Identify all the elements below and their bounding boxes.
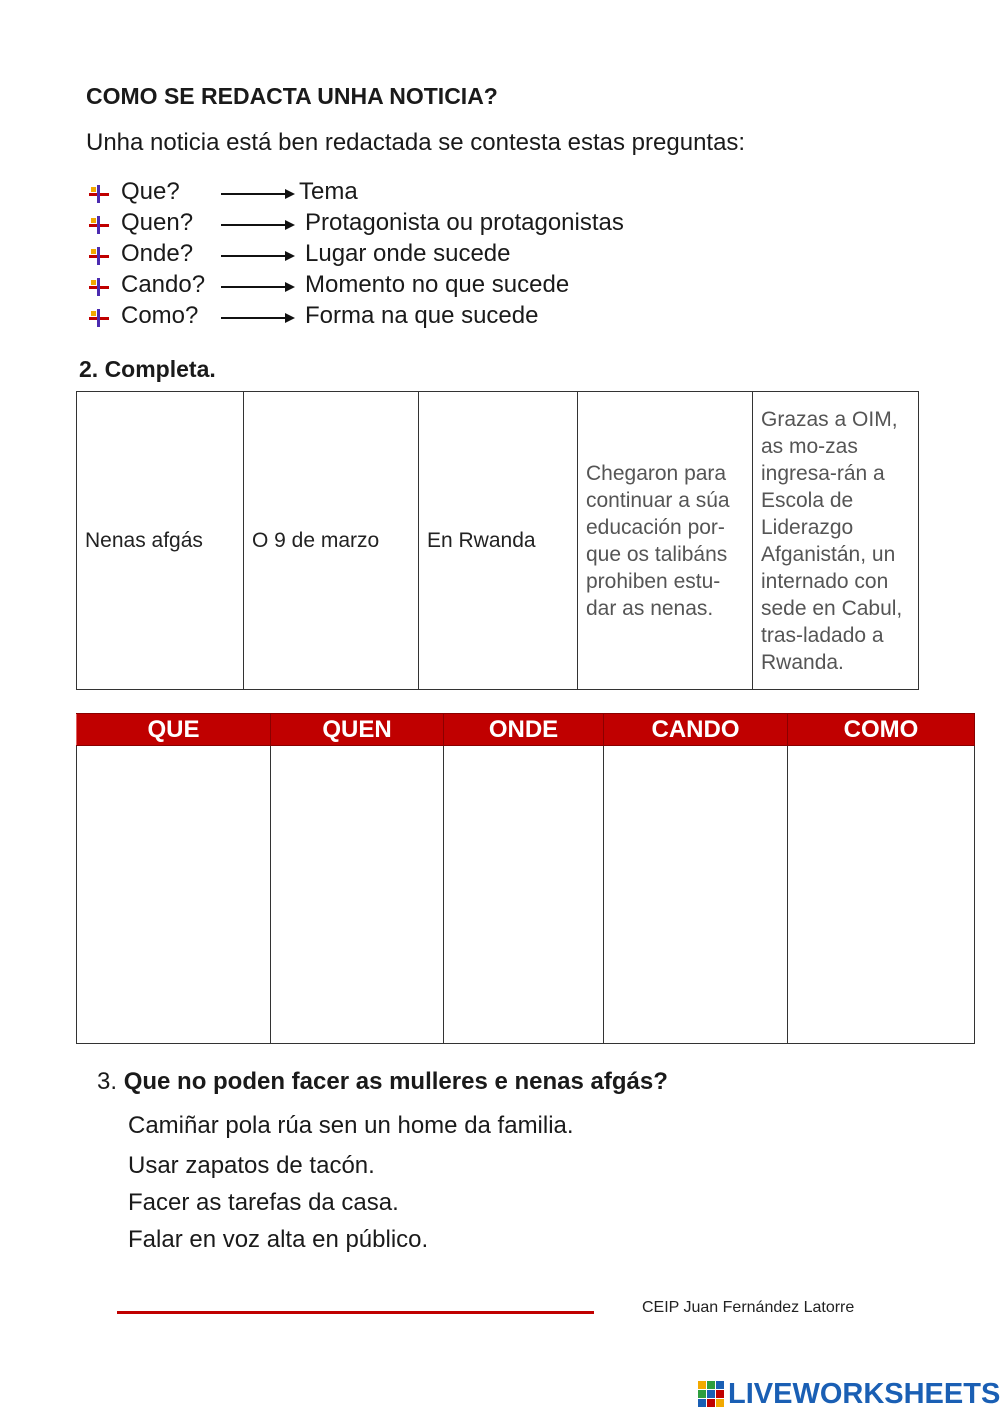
fact-cell-where[interactable]: En Rwanda [419, 392, 578, 690]
question-answer: Forma na que sucede [305, 302, 539, 329]
question-answer: Protagonista ou protagonistas [305, 209, 624, 236]
option-item[interactable]: Falar en voz alta en público. [128, 1226, 429, 1253]
section-3-number: 3. [97, 1068, 118, 1095]
question-label: Como? [121, 302, 199, 329]
drop-zone-cando[interactable] [604, 746, 788, 1044]
header-como: COMO [788, 714, 975, 746]
section-3-question [97, 1068, 668, 1096]
colored-cross-bullet-icon [88, 246, 110, 266]
right-arrow-icon [221, 219, 295, 231]
header-onde: ONDE [444, 714, 604, 746]
answers-drop-row [77, 746, 975, 1044]
question-list [88, 178, 788, 333]
facts-table [76, 391, 919, 690]
facts-row [77, 392, 919, 690]
colored-cross-bullet-icon [88, 308, 110, 328]
colored-cross-bullet-icon [88, 277, 110, 297]
option-item[interactable]: Camiñar pola rúa sen un home da familia. [128, 1112, 574, 1139]
right-arrow-icon [221, 281, 295, 293]
question-row-como [88, 302, 788, 333]
question-answer: Tema [299, 178, 358, 205]
question-label: Cando? [121, 271, 206, 298]
drop-zone-onde[interactable] [444, 746, 604, 1044]
question-label: Que? [121, 178, 180, 205]
answers-header-row [77, 714, 975, 746]
colored-cross-bullet-icon [88, 184, 110, 204]
intro-text: Unha noticia está ben redactada se contesta estas preguntas: [86, 129, 746, 156]
right-arrow-icon [221, 312, 295, 324]
header-que: QUE [77, 714, 271, 746]
fact-cell-when[interactable]: O 9 de marzo [244, 392, 419, 690]
question-label: Onde? [121, 240, 194, 267]
colored-cross-bullet-icon [88, 215, 110, 235]
question-answer: Lugar onde sucede [305, 240, 511, 267]
section-3-text: Que no poden facer as mulleres e nenas afgás? [123, 1068, 668, 1095]
question-row-cando [88, 271, 788, 302]
drop-zone-como[interactable] [788, 746, 975, 1044]
right-arrow-icon [221, 250, 295, 262]
question-answer: Momento no que sucede [305, 271, 570, 298]
right-arrow-icon [221, 188, 295, 200]
fact-cell-what[interactable]: Chegaron para continuar a súa educación por-que os talibáns prohiben estu-dar as nenas. [578, 392, 753, 690]
drop-zone-que[interactable] [77, 746, 271, 1044]
question-label: Quen? [121, 209, 194, 236]
option-item[interactable]: Facer as tarefas da casa. [128, 1189, 399, 1216]
liveworksheets-logo-icon [698, 1381, 724, 1407]
fact-cell-how[interactable]: Grazas a OIM, as mo-zas ingresa-rán a Escola de Liderazgo Afganistán, un internado con sede en Cabul, tras-ladado a Rwanda. [753, 392, 919, 690]
section-2-title: 2. Completa. [79, 356, 216, 382]
drop-zone-quen[interactable] [271, 746, 444, 1044]
header-quen: QUEN [271, 714, 444, 746]
page-title: COMO SE REDACTA UNHA NOTICIA? [86, 83, 498, 109]
fact-cell-who[interactable]: Nenas afgás [77, 392, 244, 690]
question-row-que [88, 178, 788, 209]
option-item[interactable]: Usar zapatos de tacón. [128, 1152, 375, 1179]
question-row-onde [88, 240, 788, 271]
school-name: CEIP Juan Fernández Latorre [642, 1299, 855, 1316]
header-cando: CANDO [604, 714, 788, 746]
question-row-quen [88, 209, 788, 240]
liveworksheets-brand-text: LIVEWORKSHEETS [728, 1378, 1000, 1410]
answers-table [76, 713, 975, 1044]
footer-divider [117, 1311, 594, 1314]
